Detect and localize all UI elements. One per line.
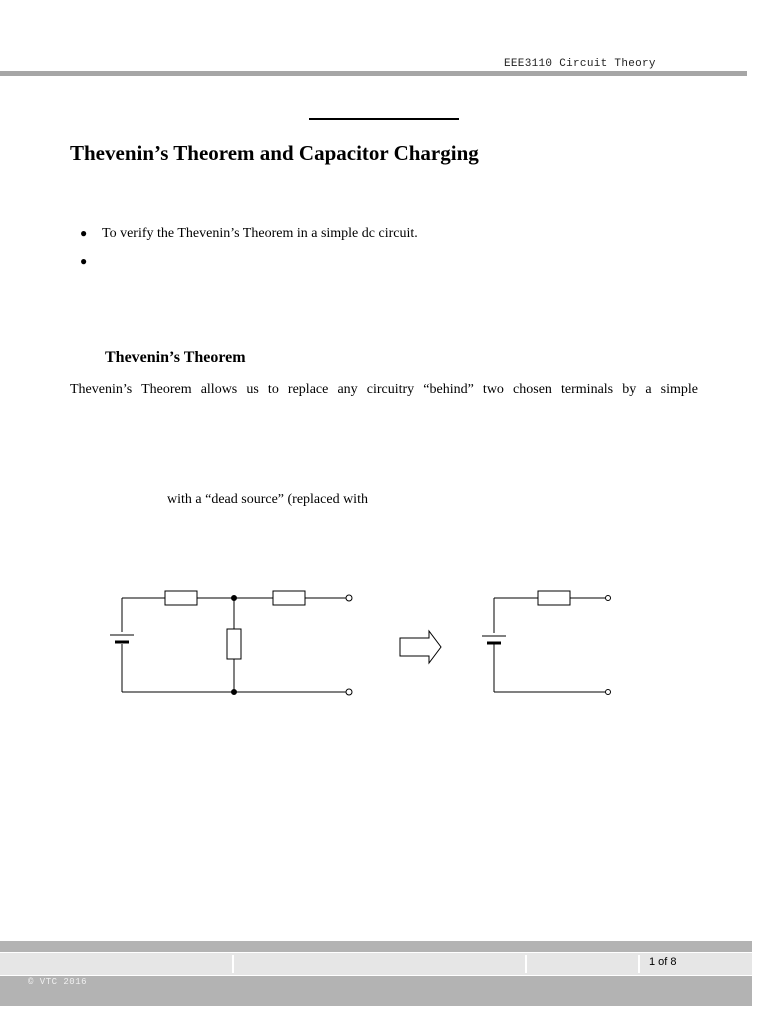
footer-bar-bottom bbox=[0, 976, 752, 1006]
series-resistor-2 bbox=[273, 591, 305, 605]
page-number: 1 of 8 bbox=[649, 956, 677, 968]
copyright-text: © VTC 2016 bbox=[28, 977, 88, 987]
title-rule bbox=[309, 118, 459, 120]
objective-item bbox=[80, 254, 680, 282]
header-course-title: EEE3110 Circuit Theory bbox=[504, 58, 656, 70]
terminal-b bbox=[606, 690, 611, 695]
terminal-b bbox=[346, 689, 352, 695]
section-paragraph: Thevenin’s Theorem allows us to replace any circuitry “behind” two chosen terminals by a simple bbox=[70, 382, 698, 397]
thevenin-circuit-diagram bbox=[95, 570, 625, 710]
objectives-list bbox=[80, 226, 680, 282]
section-heading: Thevenin’s Theorem bbox=[105, 349, 246, 366]
thevenin-equivalent-circuit bbox=[482, 591, 611, 695]
document-title: Thevenin’s Theorem and Capacitor Charging bbox=[70, 141, 479, 165]
header-rule bbox=[0, 71, 747, 76]
shunt-resistor bbox=[227, 629, 241, 659]
objective-item bbox=[80, 226, 680, 254]
footer-cell bbox=[0, 955, 234, 973]
bullet-icon: ● bbox=[80, 226, 88, 240]
bullet-icon: ● bbox=[80, 254, 88, 268]
footer-cell bbox=[528, 955, 640, 973]
thevenin-resistor bbox=[538, 591, 570, 605]
terminal-a bbox=[606, 596, 611, 601]
series-resistor-1 bbox=[165, 591, 197, 605]
footer-cell bbox=[235, 955, 527, 973]
paragraph-fragment: with a “dead source” (replaced with bbox=[167, 492, 368, 507]
footer-cells-row bbox=[0, 953, 752, 975]
terminal-a bbox=[346, 595, 352, 601]
footer-bar-top bbox=[0, 941, 752, 952]
right-arrow-icon bbox=[400, 631, 441, 663]
node-dot-top bbox=[232, 596, 237, 601]
original-circuit bbox=[110, 591, 352, 695]
objective-text: To verify the Thevenin’s Theorem in a simple dc circuit. bbox=[102, 226, 418, 241]
